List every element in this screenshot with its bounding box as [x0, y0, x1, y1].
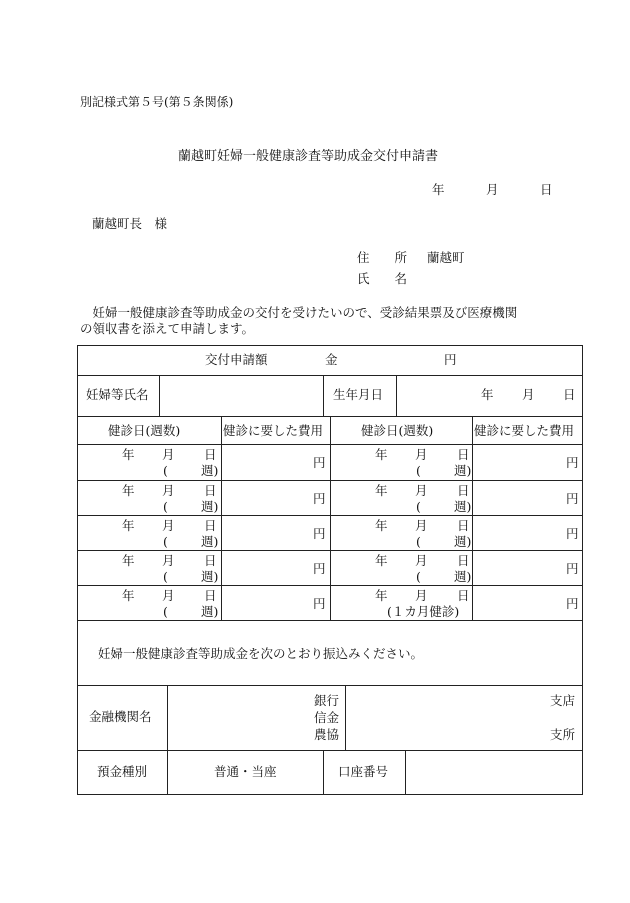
checkup-right-row-3-week-open: ( [416, 534, 421, 549]
amount-yen-label: 円 [444, 352, 457, 367]
branch-name-field[interactable] [347, 687, 542, 748]
checkup-left-row-1-week-open: ( [163, 463, 168, 478]
name-label: 氏 名 [357, 271, 408, 286]
checkup-right-row-3-cost-field[interactable] [474, 517, 581, 548]
pregnant-name-label: 妊婦等氏名 [86, 387, 149, 402]
checkup-left-row-2-week-close: 週) [201, 499, 219, 514]
checkup-left-row-3-year: 年 [122, 518, 135, 533]
checkup-left-row-3-week-close: 週) [201, 534, 219, 549]
checkup-left-row-4-week-open: ( [163, 569, 168, 584]
checkup-right-row-3-date-field[interactable] [332, 517, 470, 548]
checkup-right-row-3-day: 日 [457, 518, 470, 533]
checkup-right-row-2-year: 年 [375, 483, 388, 498]
checkup-right-row-4-year: 年 [375, 553, 388, 568]
checkup-right-row-5-cost-field[interactable] [474, 587, 581, 618]
pregnant-name-field[interactable] [161, 377, 321, 414]
checkup-right-row-3-month: 月 [415, 518, 428, 533]
checkup-right-row-4-date-field[interactable] [332, 552, 470, 583]
dob-label: 生年月日 [333, 387, 384, 402]
branch-shiten-label: 支店 [550, 693, 576, 708]
checkup-right-row-2-yen: 円 [566, 491, 579, 506]
dob-month-label: 月 [522, 387, 535, 402]
address-field[interactable] [470, 248, 580, 268]
checkup-left-row-1-date-field[interactable] [79, 446, 219, 477]
amount-kin-label: 金 [325, 352, 338, 367]
checkup-right-row-5-month: 月 [415, 588, 428, 603]
checkup-left-row-3-day: 日 [204, 518, 217, 533]
checkup-right-row-1-week-open: ( [416, 463, 421, 478]
checkup-left-row-2-day: 日 [204, 483, 217, 498]
checkup-left-row-2-year: 年 [122, 483, 135, 498]
checkup-right-row-3-week-close: 週) [454, 534, 472, 549]
deposit-type-label: 預金種別 [97, 764, 148, 779]
checkup-right-row-2-week-close: 週) [454, 499, 472, 514]
checkup-right-row-1-yen: 円 [566, 455, 579, 470]
transfer-note: 妊婦一般健康診査等助成金を次のとおり振込みください。 [98, 646, 424, 661]
checkup-right-row-4-week-open: ( [416, 569, 421, 584]
address-value: 蘭越町 [427, 250, 465, 265]
intro-line-1: 妊婦一般健康診査等助成金の交付を受けたいので、受診結果票及び医療機関 [80, 305, 518, 320]
bank-name-field[interactable] [169, 687, 309, 748]
col-header-cost-right: 健診に要した費用 [474, 423, 575, 438]
checkup-left-row-2-month: 月 [162, 483, 175, 498]
checkup-right-row-1-month: 月 [415, 447, 428, 462]
checkup-left-row-2-yen: 円 [313, 491, 326, 506]
checkup-right-row-5-year: 年 [375, 588, 388, 603]
addressee: 蘭越町長 様 [92, 216, 168, 231]
amount-label: 交付申請額 [205, 352, 268, 367]
checkup-left-row-4-date-field[interactable] [79, 552, 219, 583]
amount-field[interactable] [342, 350, 437, 370]
checkup-left-row-2-date-field[interactable] [79, 482, 219, 513]
checkup-left-row-4-week-close: 週) [201, 569, 219, 584]
checkup-right-row-4-day: 日 [457, 553, 470, 568]
date-year-label: 年 [432, 182, 445, 197]
bank-type-ginko: 銀行 [314, 693, 340, 708]
checkup-right-row-5-yen: 円 [566, 596, 579, 611]
account-number-field[interactable] [407, 752, 581, 793]
checkup-right-row-2-month: 月 [415, 483, 428, 498]
checkup-right-row-3-year: 年 [375, 518, 388, 533]
checkup-right-row-2-cost-field[interactable] [474, 482, 581, 513]
checkup-right-row-3-yen: 円 [566, 526, 579, 541]
checkup-left-row-4-day: 日 [204, 553, 217, 568]
checkup-left-row-5-yen: 円 [313, 596, 326, 611]
checkup-right-row-4-week-close: 週) [454, 569, 472, 584]
col-header-checkup-date-left: 健診日(週数) [108, 423, 181, 438]
account-number-label: 口座番号 [338, 764, 389, 779]
checkup-right-row-4-cost-field[interactable] [474, 552, 581, 583]
branch-shisho-label: 支所 [550, 727, 576, 742]
checkup-left-row-5-date-field[interactable] [79, 587, 219, 618]
bank-type-nokyo: 農協 [314, 727, 340, 742]
checkup-left-row-2-week-open: ( [163, 499, 168, 514]
address-label: 住 所 [357, 250, 408, 265]
date-day-label: 日 [540, 182, 553, 197]
checkup-left-row-4-month: 月 [162, 553, 175, 568]
dob-year-label: 年 [481, 387, 494, 402]
checkup-right-row-1-week-close: 週) [454, 463, 472, 478]
checkup-left-row-4-yen: 円 [313, 561, 326, 576]
checkup-left-row-5-week-close: 週) [201, 604, 219, 619]
checkup-right-row-2-day: 日 [457, 483, 470, 498]
form-reference: 別記様式第５号(第５条関係) [80, 95, 234, 109]
checkup-left-row-1-month: 月 [162, 447, 175, 462]
deposit-type-value[interactable]: 普通・当座 [214, 764, 277, 779]
checkup-right-row-1-year: 年 [375, 447, 388, 462]
page-title: 蘭越町妊婦一般健康診査等助成金交付申請書 [178, 149, 439, 164]
checkup-left-row-1-year: 年 [122, 447, 135, 462]
checkup-right-row-2-date-field[interactable] [332, 482, 470, 513]
checkup-left-row-5-month: 月 [162, 588, 175, 603]
checkup-left-row-3-month: 月 [162, 518, 175, 533]
checkup-right-row-1-cost-field[interactable] [474, 446, 581, 477]
intro-line-2: の領収書を添えて申請します。 [80, 321, 255, 336]
checkup-left-row-3-date-field[interactable] [79, 517, 219, 548]
checkup-left-row-5-day: 日 [204, 588, 217, 603]
checkup-right-row-2-week-open: ( [416, 499, 421, 514]
checkup-right-row-4-month: 月 [415, 553, 428, 568]
date-month-label: 月 [486, 182, 499, 197]
checkup-right-row-5-one-month-note: (１カ月健診) [387, 604, 460, 619]
checkup-left-row-5-week-open: ( [163, 604, 168, 619]
checkup-right-row-5-day: 日 [457, 588, 470, 603]
checkup-left-row-4-year: 年 [122, 553, 135, 568]
checkup-left-row-1-yen: 円 [313, 455, 326, 470]
checkup-right-row-1-date-field[interactable] [332, 446, 470, 477]
checkup-left-row-3-week-open: ( [163, 534, 168, 549]
col-header-checkup-date-right: 健診日(週数) [361, 423, 434, 438]
checkup-left-row-5-year: 年 [122, 588, 135, 603]
checkup-left-row-3-yen: 円 [313, 526, 326, 541]
checkup-right-row-1-day: 日 [457, 447, 470, 462]
applicant-name-field[interactable] [420, 269, 580, 289]
checkup-left-row-1-week-close: 週) [201, 463, 219, 478]
bank-type-shinkin: 信金 [314, 710, 340, 725]
checkup-left-row-1-day: 日 [204, 447, 217, 462]
checkup-right-row-4-yen: 円 [566, 561, 579, 576]
dob-day-label: 日 [563, 387, 576, 402]
bank-label: 金融機関名 [89, 709, 152, 724]
col-header-cost-left: 健診に要した費用 [223, 423, 324, 438]
